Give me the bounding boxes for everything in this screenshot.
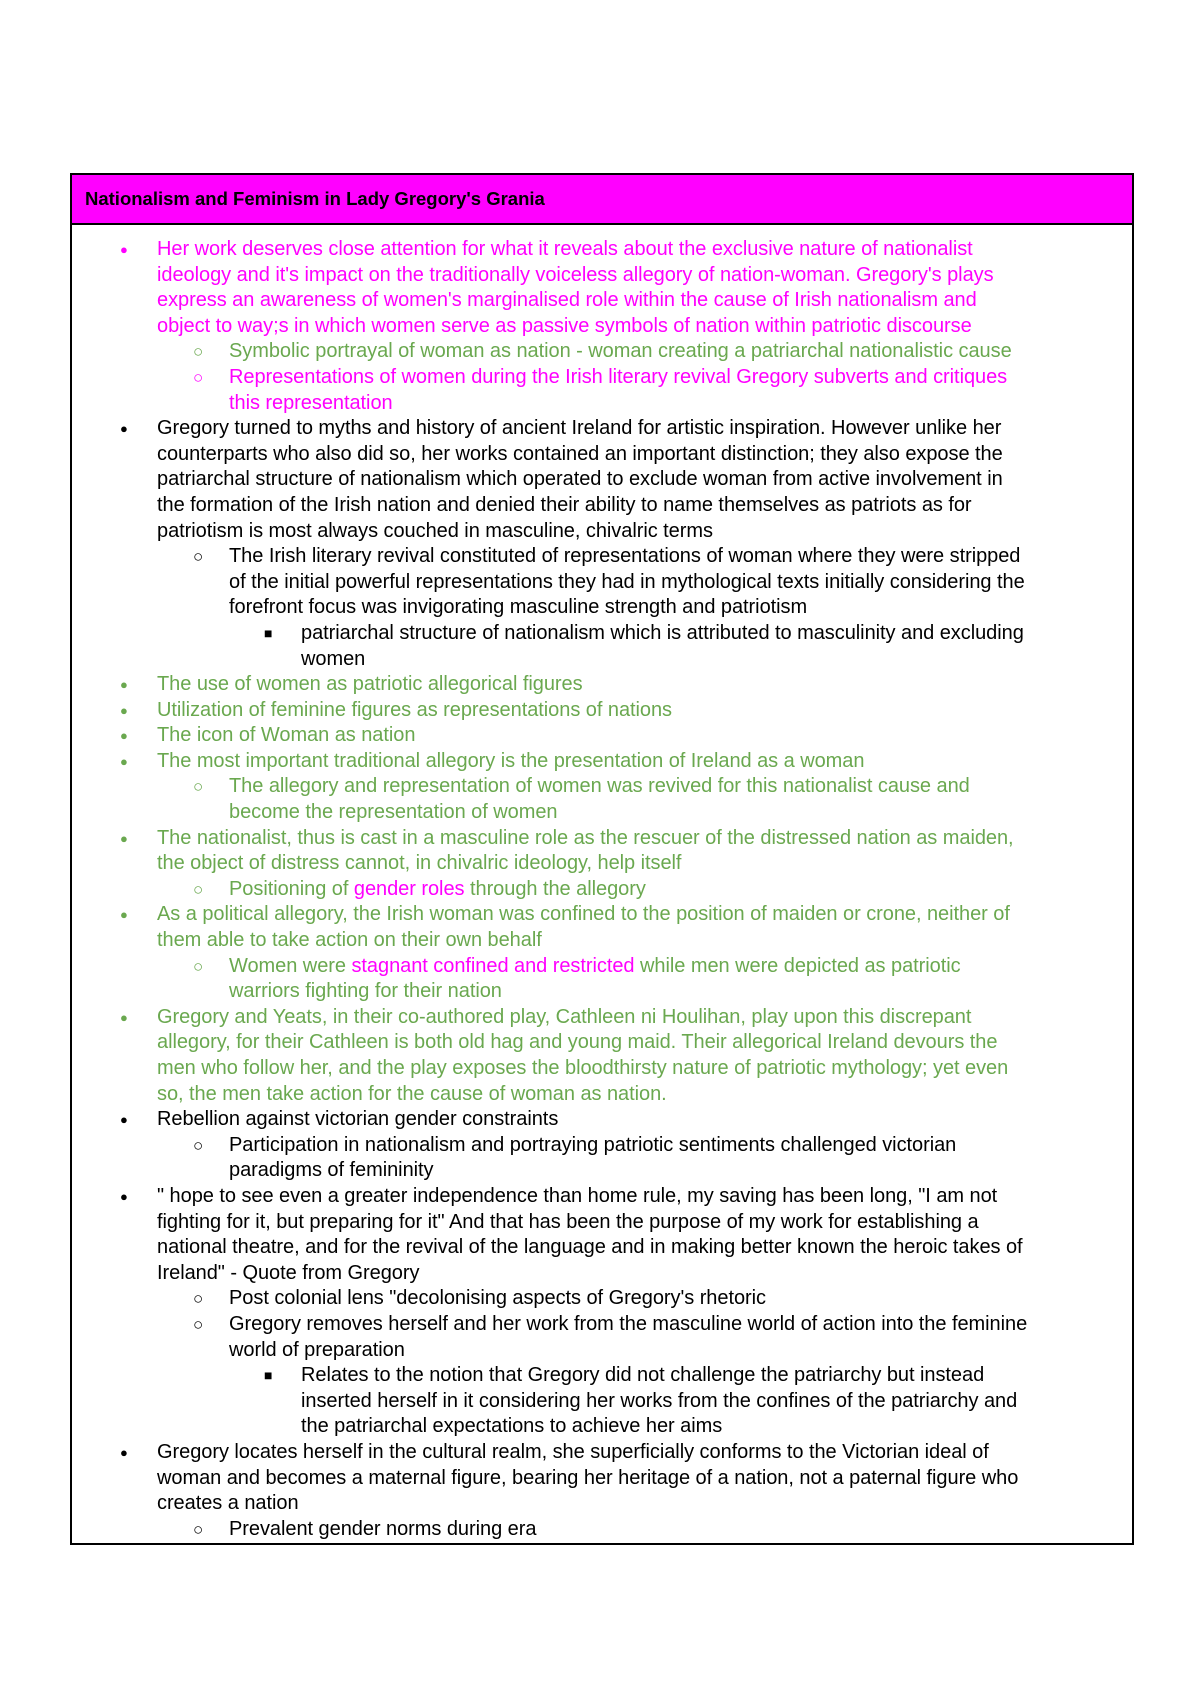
text-segment: The nationalist, thus is cast in a masculine role as the rescuer of the distressed nation as maiden, <box>157 826 1014 849</box>
disc-bullet-icon: ● <box>120 1444 128 1460</box>
circle-bullet-icon: ○ <box>193 1314 204 1334</box>
text-segment: Post colonial lens "decolonising aspects of Gregory's rhetoric <box>229 1287 766 1310</box>
circle-bullet-icon: ○ <box>193 777 204 797</box>
text-segment: inserted herself in it considering her works from the confines of the patriarchy and <box>301 1389 1018 1412</box>
text-segment: The Irish literary revival constituted of representations of woman where they were stripped <box>229 545 1021 568</box>
circle-bullet-icon: ○ <box>193 547 204 567</box>
text-segment: world of preparation <box>229 1338 405 1361</box>
text-segment: women <box>301 647 366 670</box>
text-segment: them able to take action on their own behalf <box>157 929 542 952</box>
text-segment: Participation in nationalism and portraying patriotic sentiments challenged victorian <box>229 1133 957 1156</box>
text-segment: Her work deserves close attention for what it reveals about the exclusive nature of nationalist <box>157 238 973 260</box>
disc-bullet-icon: ● <box>120 677 128 693</box>
list-item <box>72 902 1122 928</box>
list-item <box>72 1184 1122 1210</box>
disc-bullet-icon: ● <box>120 830 128 846</box>
text-segment: Rebellion against victorian gender constraints <box>157 1108 559 1131</box>
text-segment: Ireland" - Quote from Gregory <box>157 1261 420 1284</box>
text-segment: through the allegory <box>464 877 646 900</box>
list-item-continuation <box>72 1491 1122 1517</box>
document-title: Nationalism and Feminism in Lady Gregory's Grania <box>85 188 545 209</box>
text-segment: patriarchal structure of nationalism which is attributed to masculinity and excluding <box>301 621 1024 644</box>
disc-bullet-icon: ● <box>120 753 128 769</box>
list-item <box>72 339 1122 365</box>
text-segment: become the representation of women <box>229 801 558 824</box>
list-item <box>72 672 1122 698</box>
text-segment: forefront focus was invigorating masculine strength and patriotism <box>229 596 808 619</box>
list-item-continuation <box>72 570 1122 596</box>
list-item-continuation <box>72 1030 1122 1056</box>
text-segment: The use of women as patriotic allegorical figures <box>157 673 583 696</box>
list-item <box>72 954 1122 980</box>
text-segment: allegory, for their Cathleen is both old hag and young maid. Their allegorical Ireland devours the <box>157 1031 998 1054</box>
text-segment: Representations of women during the Irish literary revival Gregory subverts and critiques <box>229 365 1008 388</box>
list-item-continuation <box>72 595 1122 621</box>
text-segment: The icon of Woman as nation <box>157 724 416 747</box>
list-item <box>72 1286 1122 1312</box>
list-item-continuation <box>72 288 1122 314</box>
disc-bullet-icon: ● <box>120 907 128 923</box>
list-item <box>72 1107 1122 1133</box>
list-item-continuation <box>72 467 1122 493</box>
list-item-continuation <box>72 1261 1122 1287</box>
text-segment: counterparts who also did so, her works contained an important distinction; they also expose the <box>157 442 1003 465</box>
list-item <box>72 774 1122 800</box>
text-segment: patriarchal structure of nationalism which operated to exclude woman from active involvement in <box>157 468 1003 491</box>
list-item <box>72 237 1122 263</box>
text-segment: express an awareness of women's marginalised role within the cause of Irish nationalism and <box>157 289 977 312</box>
text-segment: Symbolic portrayal of woman as nation - woman creating a patriarchal nationalistic cause <box>229 340 1012 363</box>
text-segment: Gregory locates herself in the cultural realm, she superficially conforms to the Victorian ideal of <box>157 1440 989 1463</box>
list-item <box>72 1363 1122 1389</box>
list-item-continuation <box>72 1082 1122 1108</box>
text-segment: woman and becomes a maternal figure, bearing her heritage of a nation, not a paternal figure who <box>157 1466 1019 1489</box>
text-segment: The most important traditional allegory is the presentation of Ireland as a woman <box>157 749 865 772</box>
list-item-continuation <box>72 519 1122 545</box>
notes-list <box>72 225 1132 1542</box>
text-segment: Gregory removes herself and her work from the masculine world of action into the feminine <box>229 1312 1028 1335</box>
text-segment: fighting for it, but preparing for it" And that has been the purpose of my work for establishing a <box>157 1210 979 1233</box>
list-item <box>72 1005 1122 1031</box>
disc-bullet-icon: ● <box>120 1112 128 1128</box>
text-segment: paradigms of femininity <box>229 1159 434 1182</box>
text-segment: this representation <box>229 391 393 414</box>
list-item-continuation <box>72 1210 1122 1236</box>
text-segment: patriotism is most always couched in masculine, chivalric terms <box>157 519 713 542</box>
text-segment: Gregory turned to myths and history of ancient Ireland for artistic inspiration. However unlike her <box>157 417 1002 440</box>
circle-bullet-icon: ○ <box>193 956 204 976</box>
text-segment: stagnant confined and restricted <box>351 954 635 977</box>
circle-bullet-icon: ○ <box>193 342 204 362</box>
list-item <box>72 826 1122 852</box>
circle-bullet-icon: ○ <box>193 1519 204 1539</box>
list-item <box>72 1517 1122 1543</box>
list-item <box>72 365 1122 391</box>
disc-bullet-icon: ● <box>120 728 128 744</box>
disc-bullet-icon: ● <box>120 1009 128 1025</box>
text-segment: ideology and it's impact on the traditionally voiceless allegory of nation-woman. Gregory's plays <box>157 263 994 286</box>
text-segment: Prevalent gender norms during era <box>229 1517 537 1540</box>
text-segment: Positioning of <box>229 877 354 900</box>
list-item-continuation <box>72 442 1122 468</box>
list-item-continuation <box>72 1235 1122 1261</box>
list-item-continuation <box>72 928 1122 954</box>
text-segment: As a political allegory, the Irish woman was confined to the position of maiden or crone, neither of <box>157 903 1010 926</box>
text-segment: men who follow her, and the play exposes the bloodthirsty nature of patriotic mythology; yet even <box>157 1057 1009 1079</box>
circle-bullet-icon: ○ <box>193 1135 204 1155</box>
list-item-continuation <box>72 1414 1122 1440</box>
list-item-continuation <box>72 800 1122 826</box>
text-segment: Relates to the notion that Gregory did not challenge the patriarchy but instead <box>301 1364 985 1387</box>
list-item <box>72 1312 1122 1338</box>
list-item-continuation <box>72 851 1122 877</box>
text-segment: the object of distress cannot, in chivalric ideology, help itself <box>157 852 682 875</box>
list-item <box>72 1133 1122 1159</box>
list-item-continuation <box>72 1466 1122 1492</box>
text-segment: warriors fighting for their nation <box>229 980 502 1003</box>
square-bullet-icon: ■ <box>264 624 273 641</box>
list-item <box>72 621 1122 647</box>
list-item-continuation <box>72 263 1122 289</box>
text-segment: " hope to see even a greater independence than home rule, my saving has been long, "I am not <box>157 1184 998 1207</box>
text-segment: Women were <box>229 954 352 977</box>
text-segment: gender roles <box>353 877 465 900</box>
text-segment: while men were depicted as patriotic <box>634 954 961 977</box>
text-segment: object to way;s in which women serve as passive symbols of nation within patriotic discourse <box>157 314 972 337</box>
text-segment: The allegory and representation of women was revived for this nationalist cause and <box>229 775 970 798</box>
disc-bullet-icon: ● <box>120 242 128 257</box>
text-segment: Gregory and Yeats, in their co-authored play, Cathleen ni Houlihan, play upon this discrepant <box>157 1005 972 1028</box>
disc-bullet-icon: ● <box>120 421 128 437</box>
list-item-continuation <box>72 647 1122 673</box>
list-item-continuation <box>72 391 1122 417</box>
notes-table <box>70 173 1134 1545</box>
text-segment: so, the men take action for the cause of woman as nation. <box>157 1082 667 1105</box>
text-segment: the formation of the Irish nation and denied their ability to name themselves as patriots as for <box>157 493 972 516</box>
square-bullet-icon: ■ <box>264 1367 273 1384</box>
circle-bullet-icon: ○ <box>193 1289 204 1309</box>
list-item <box>72 749 1122 775</box>
list-item <box>72 1440 1122 1466</box>
list-item <box>72 723 1122 749</box>
circle-bullet-icon: ○ <box>193 367 204 387</box>
list-item-continuation <box>72 314 1122 340</box>
list-item <box>72 416 1122 442</box>
text-segment: of the initial powerful representations they had in mythological texts initially considering the <box>229 570 1025 593</box>
text-segment: the patriarchal expectations to achieve her aims <box>301 1415 723 1438</box>
list-item-continuation <box>72 1056 1122 1082</box>
list-item-continuation <box>72 1389 1122 1415</box>
text-segment: Utilization of feminine figures as representations of nations <box>157 698 673 721</box>
list-item-continuation <box>72 1338 1122 1364</box>
table-header <box>72 175 1132 225</box>
disc-bullet-icon: ● <box>120 1188 128 1204</box>
circle-bullet-icon: ○ <box>193 879 204 899</box>
list-item <box>72 877 1122 903</box>
list-item-continuation <box>72 979 1122 1005</box>
list-item-continuation <box>72 1158 1122 1184</box>
list-item <box>72 544 1122 570</box>
list-item <box>72 698 1122 724</box>
text-segment: creates a nation <box>157 1492 299 1515</box>
disc-bullet-icon: ● <box>120 702 128 718</box>
list-item-continuation <box>72 493 1122 519</box>
text-segment: national theatre, and for the revival of the language and in making better known the heroic takes of <box>157 1236 1023 1259</box>
